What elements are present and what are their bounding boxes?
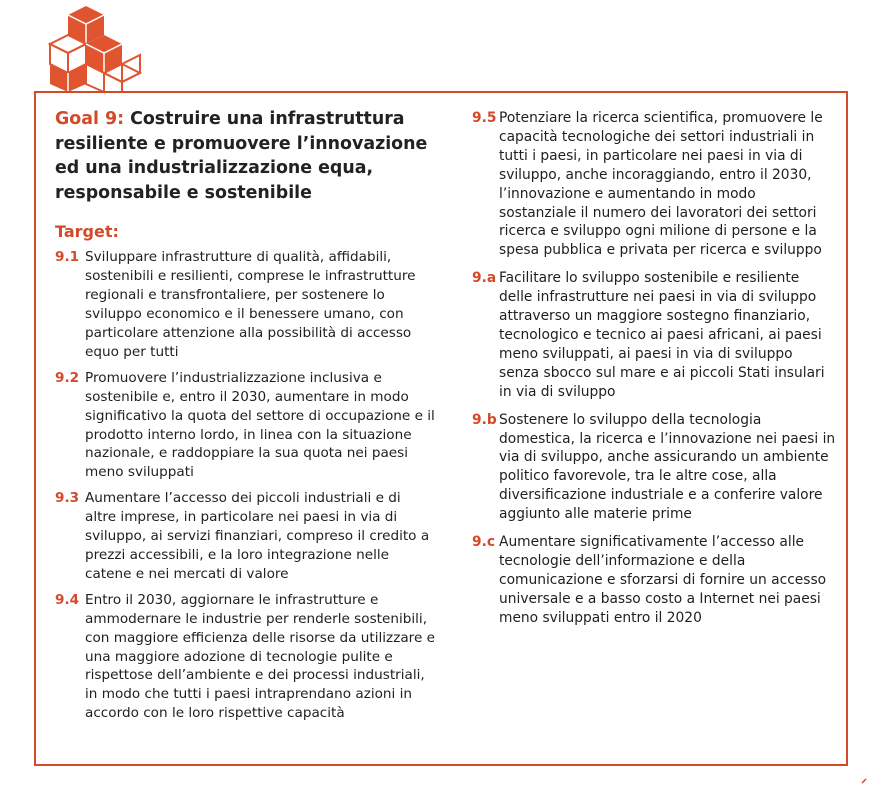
target-item [55,369,435,482]
target-number: 9.a [472,270,497,287]
target-text: Sostenere lo sviluppo della tecnologia domestica, la ricerca e l’innovazione nei paesi in via di sviluppo, anche assicurando un ambiente politico favorevole, tra le altre cose, alla diversificazione industriale e a conferire valore aggiunto alle materie prime [499,411,836,523]
target-number: 9.4 [55,591,80,608]
target-text: Potenziare la ricerca scientifica, promuovere le capacità tecnologiche dei settori industriali in tutti i paesi, in particolare nei paesi in via di sviluppo, anche incoraggiando, entro il 2030, l’innovazione e aumentando in modo sostanziale il numero dei lavoratori dei settori ricerca e sviluppo ogni milione di persone e la spesa pubblica e privata per ricerca e sviluppo [499,110,823,259]
goal-label: Goal 9: [55,109,125,129]
target-number: 9.5 [472,110,497,126]
target-number: 9.1 [55,249,80,266]
goal-card [34,91,848,766]
target-item [472,533,836,628]
target-text: Sviluppare infrastrutture di qualità, affidabili, sostenibili e resilienti, comprese le infrastrutture regionali e transfrontaliere, per sostenere lo sviluppo economico e il benessere umano, con particolare attenzione alla possibilità di accesso equo per tutti [85,249,416,360]
target-number: 9.3 [55,490,80,507]
target-number: 9.b [472,411,497,428]
target-item [55,489,435,584]
target-text: Aumentare significativamente l’accesso alle tecnologie dell’informazione e della comunicazione e sforzarsi di fornire un accesso universale e a basso costo a Internet nei paesi meno sviluppati entro il 2020 [499,534,827,626]
target-text: Promuovere l’industrializzazione inclusiva e sostenibile e, entro il 2030, aumentare in modo significativo la quota del settore di occupazione e il prodotto interno lordo, in linea con la situazione nazionale, e raddoppiare la sua quota nei paesi meno sviluppati [85,369,435,481]
goal-title-text: Costruire una infrastruttura resiliente e promuovere l’innovazione ed una industrializzazione equa, responsabile e sostenibile [55,109,428,203]
target-number: 9.c [472,534,496,551]
target-heading: Target: [55,222,119,242]
right-column [472,109,836,637]
target-item [472,109,836,260]
target-text: Facilitare lo sviluppo sostenibile e resiliente delle infrastrutture nei paesi in via di sviluppo attraverso un maggiore sostegno finanziario, tecnologico e tecnico ai paesi africani, ai paesi meno sviluppati, ai paesi in via di sviluppo senza sbocco sul mare e ai piccoli Stati insulari in via di sviluppo [499,270,825,400]
target-text: Aumentare l’accesso dei piccoli industriali e di altre imprese, in particolare nei paesi in via di sviluppo, ai servizi finanziari, compreso il credito a prezzi accessibili, e la loro integrazione nelle catene e nei mercati di valore [85,490,430,582]
target-number: 9.2 [55,369,80,386]
goal-title [55,107,435,205]
left-column [55,107,435,730]
target-item [55,591,435,723]
target-text: Entro il 2030, aggiornare le infrastrutture e ammodernare le industrie per renderle sostenibili, con maggiore efficienza delle risorse da utilizzare e una maggiore adozione di tecnologie pulite e rispettose dell’ambiente e dei processi industriali, in modo che tutti i paesi intraprendano azioni in accordo con le loro rispettive capacità [85,591,435,722]
corner-mark-icon [861,778,867,784]
target-item [55,248,435,361]
target-item [472,269,836,401]
target-item [472,411,836,524]
stacked-cubes-icon [48,4,144,94]
